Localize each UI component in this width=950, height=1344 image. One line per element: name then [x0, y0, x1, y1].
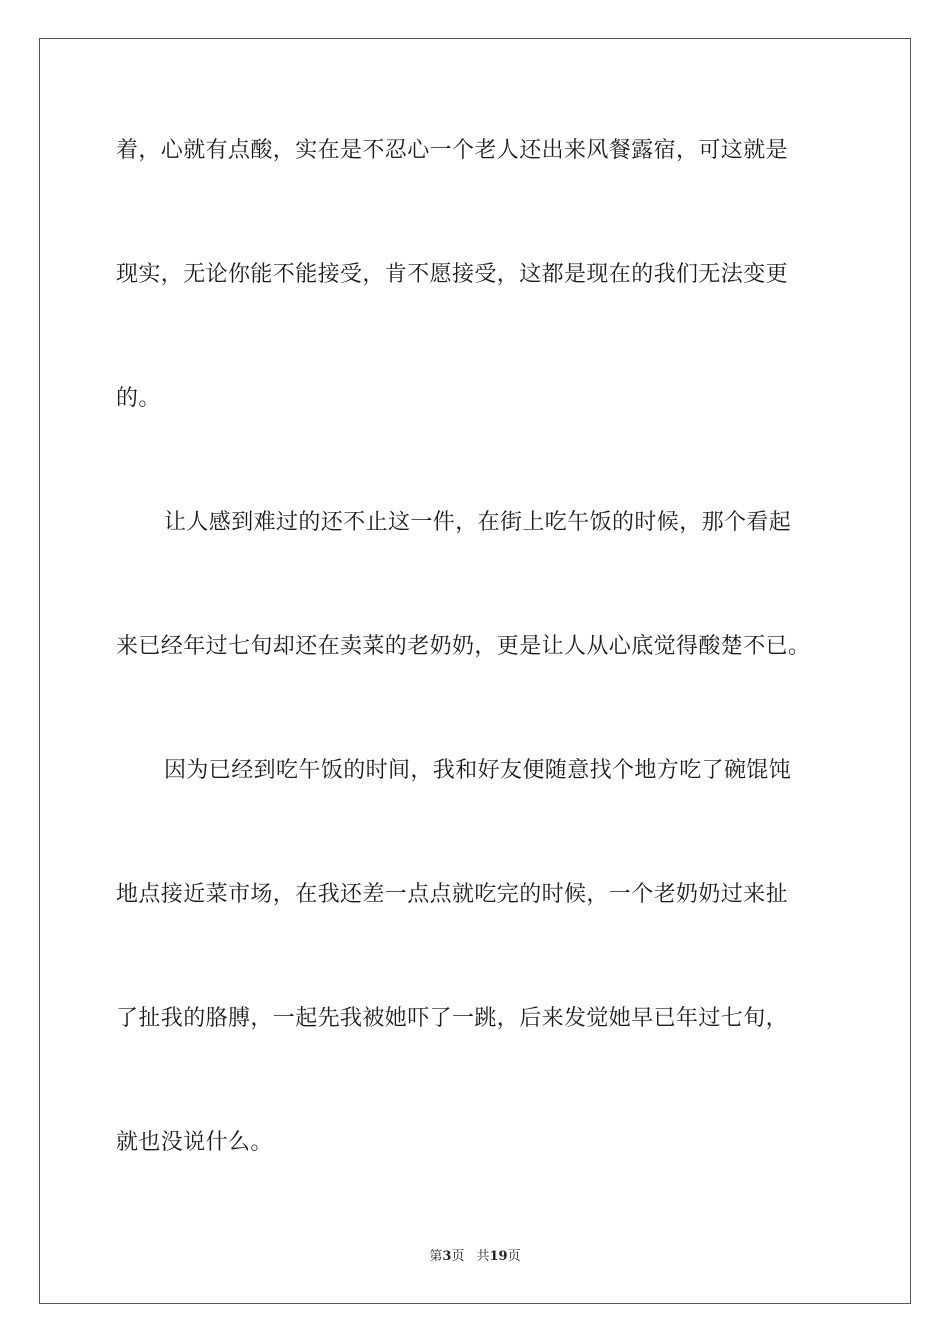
- total-suffix: 页: [507, 1249, 521, 1264]
- page-suffix: 页: [451, 1249, 465, 1264]
- text-line: 现实，无论你能不能接受，肯不愿接受，这都是现在的我们无法变更: [116, 262, 789, 287]
- page-number: 3: [442, 1249, 452, 1264]
- paragraph-start-line: 因为已经到吃午饭的时间，我和好友便随意找个地方吃了碗馄饨: [164, 758, 792, 783]
- total-prefix: 共: [476, 1249, 490, 1264]
- page-prefix: 第: [429, 1249, 443, 1264]
- page-footer: [0, 1245, 950, 1264]
- text-line: 就也没说什么。: [116, 1130, 273, 1155]
- text-line: 了扯我的胳膊，一起先我被她吓了一跳，后来发觉她早已年过七旬，: [116, 1006, 789, 1031]
- text-line: 的。: [116, 386, 161, 411]
- paragraph-start-line: 让人感到难过的还不止这一件，在街上吃午饭的时候，那个看起: [164, 510, 792, 535]
- text-line: 来已经年过七旬却还在卖菜的老奶奶，更是让人从心底觉得酸楚不已。: [116, 634, 811, 659]
- text-line: 地点接近菜市场，在我还差一点点就吃完的时候，一个老奶奶过来扯: [116, 882, 789, 907]
- total-pages: 19: [489, 1249, 508, 1264]
- text-line: 着，心就有点酸，实在是不忍心一个老人还出来风餐露宿，可这就是: [116, 138, 789, 163]
